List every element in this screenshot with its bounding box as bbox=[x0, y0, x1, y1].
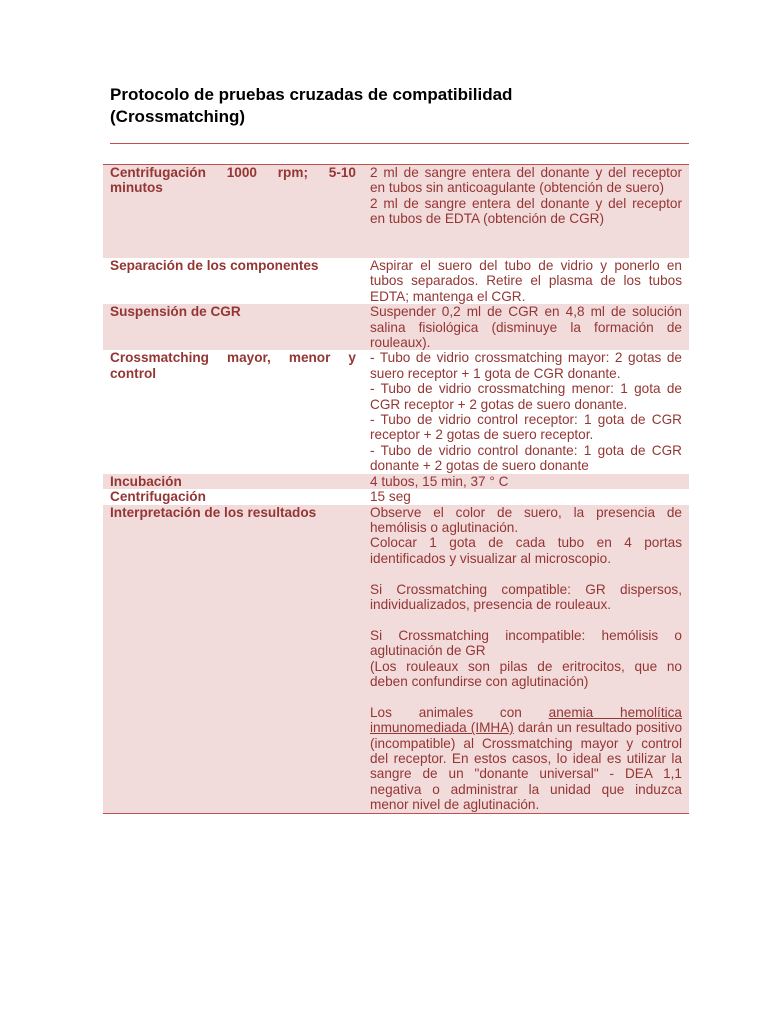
table-row bbox=[103, 258, 689, 304]
step-description bbox=[363, 474, 689, 489]
step-label: Centrifugación 1000 rpm; 5-10 minutos bbox=[103, 165, 363, 259]
table-row bbox=[103, 165, 689, 259]
step-label: Centrifugación bbox=[110, 489, 206, 505]
step-description bbox=[363, 304, 689, 350]
table-row bbox=[103, 474, 689, 489]
description-line: Si Crossmatching compatible: GR dispersos, individualizados, presencia de rouleaux. bbox=[370, 581, 682, 612]
imha-text-before: Los animales con bbox=[370, 704, 549, 720]
document-title bbox=[110, 84, 670, 128]
title-divider bbox=[110, 143, 689, 144]
step-description bbox=[363, 505, 689, 814]
step-label: Incubación bbox=[103, 474, 363, 489]
title-line-2: (Crossmatching) bbox=[110, 107, 246, 126]
step-description bbox=[363, 350, 689, 473]
description-line: - Tubo de vidrio control receptor: 1 gota de CGR receptor + 2 gotas de suero receptor. bbox=[370, 412, 682, 443]
imha-link[interactable]: anemia hemolítica inmunomediada (IMHA) bbox=[370, 704, 682, 736]
protocol-table bbox=[103, 164, 689, 814]
step-label: Interpretación de los resultados bbox=[103, 505, 363, 814]
description-line: - Tubo de vidrio crossmatching mayor: 2 gotas de suero receptor + 1 gota de CGR donante. bbox=[370, 350, 682, 381]
step-label: Separación de los componentes bbox=[110, 258, 319, 273]
description-line: - Tubo de vidrio control donante: 1 gota de CGR donante + 2 gotas de suero donante bbox=[370, 442, 682, 474]
description-line: Colocar 1 gota de cada tubo en 4 portas identificados y visualizar al microscopio. bbox=[370, 535, 682, 566]
description-line: Observe el color de suero, la presencia de hemólisis o aglutinación. bbox=[370, 504, 682, 535]
description-line: Suspender 0,2 ml de CGR en 4,8 ml de solución salina fisiológica (disminuye la formación de rouleaux). bbox=[370, 304, 682, 351]
step-label: Crossmatching mayor, menor y control bbox=[110, 350, 356, 381]
table-row bbox=[103, 350, 689, 473]
description-line: - Tubo de vidrio crossmatching menor: 1 gota de CGR receptor + 2 gotas de suero donante. bbox=[370, 381, 682, 412]
imha-text-after: darán un resultado positivo (incompatible) al Crossmatching mayor y control del receptor. En estos casos, lo ideal es utilizar la sangre de un "donante universal" - DEA 1,1 negativa o administrar la unidad que induzca menor nivel de aglutinación. bbox=[370, 720, 683, 813]
description-line: 2 ml de sangre entera del donante y del receptor en tubos de EDTA (obtención de CGR) bbox=[370, 195, 682, 227]
description-line: 2 ml de sangre entera del donante y del receptor en tubos sin anticoagulante (obtención de suero) bbox=[370, 165, 682, 196]
description-line: Aspirar el suero del tubo de vidrio y ponerlo en tubos separados. Retire el plasma de los tubos EDTA; mantenga el CGR. bbox=[370, 258, 682, 304]
step-description bbox=[363, 258, 689, 304]
table-row bbox=[103, 304, 689, 350]
description-line: 4 tubos, 15 min, 37 ° C bbox=[370, 473, 509, 489]
description-line: (Los rouleaux son pilas de eritrocitos, que no deben confundirse con aglutinación) bbox=[370, 658, 682, 689]
title-line-1: Protocolo de pruebas cruzadas de compatibilidad bbox=[110, 85, 513, 104]
description-line: 15 seg bbox=[370, 489, 411, 505]
table-row bbox=[103, 505, 689, 814]
description-line bbox=[370, 705, 682, 813]
step-label: Suspensión de CGR bbox=[103, 304, 363, 350]
step-description bbox=[363, 165, 689, 259]
description-line: Si Crossmatching incompatible: hemólisis o aglutinación de GR bbox=[370, 627, 682, 659]
step-description bbox=[363, 489, 689, 504]
table-row bbox=[103, 489, 689, 504]
